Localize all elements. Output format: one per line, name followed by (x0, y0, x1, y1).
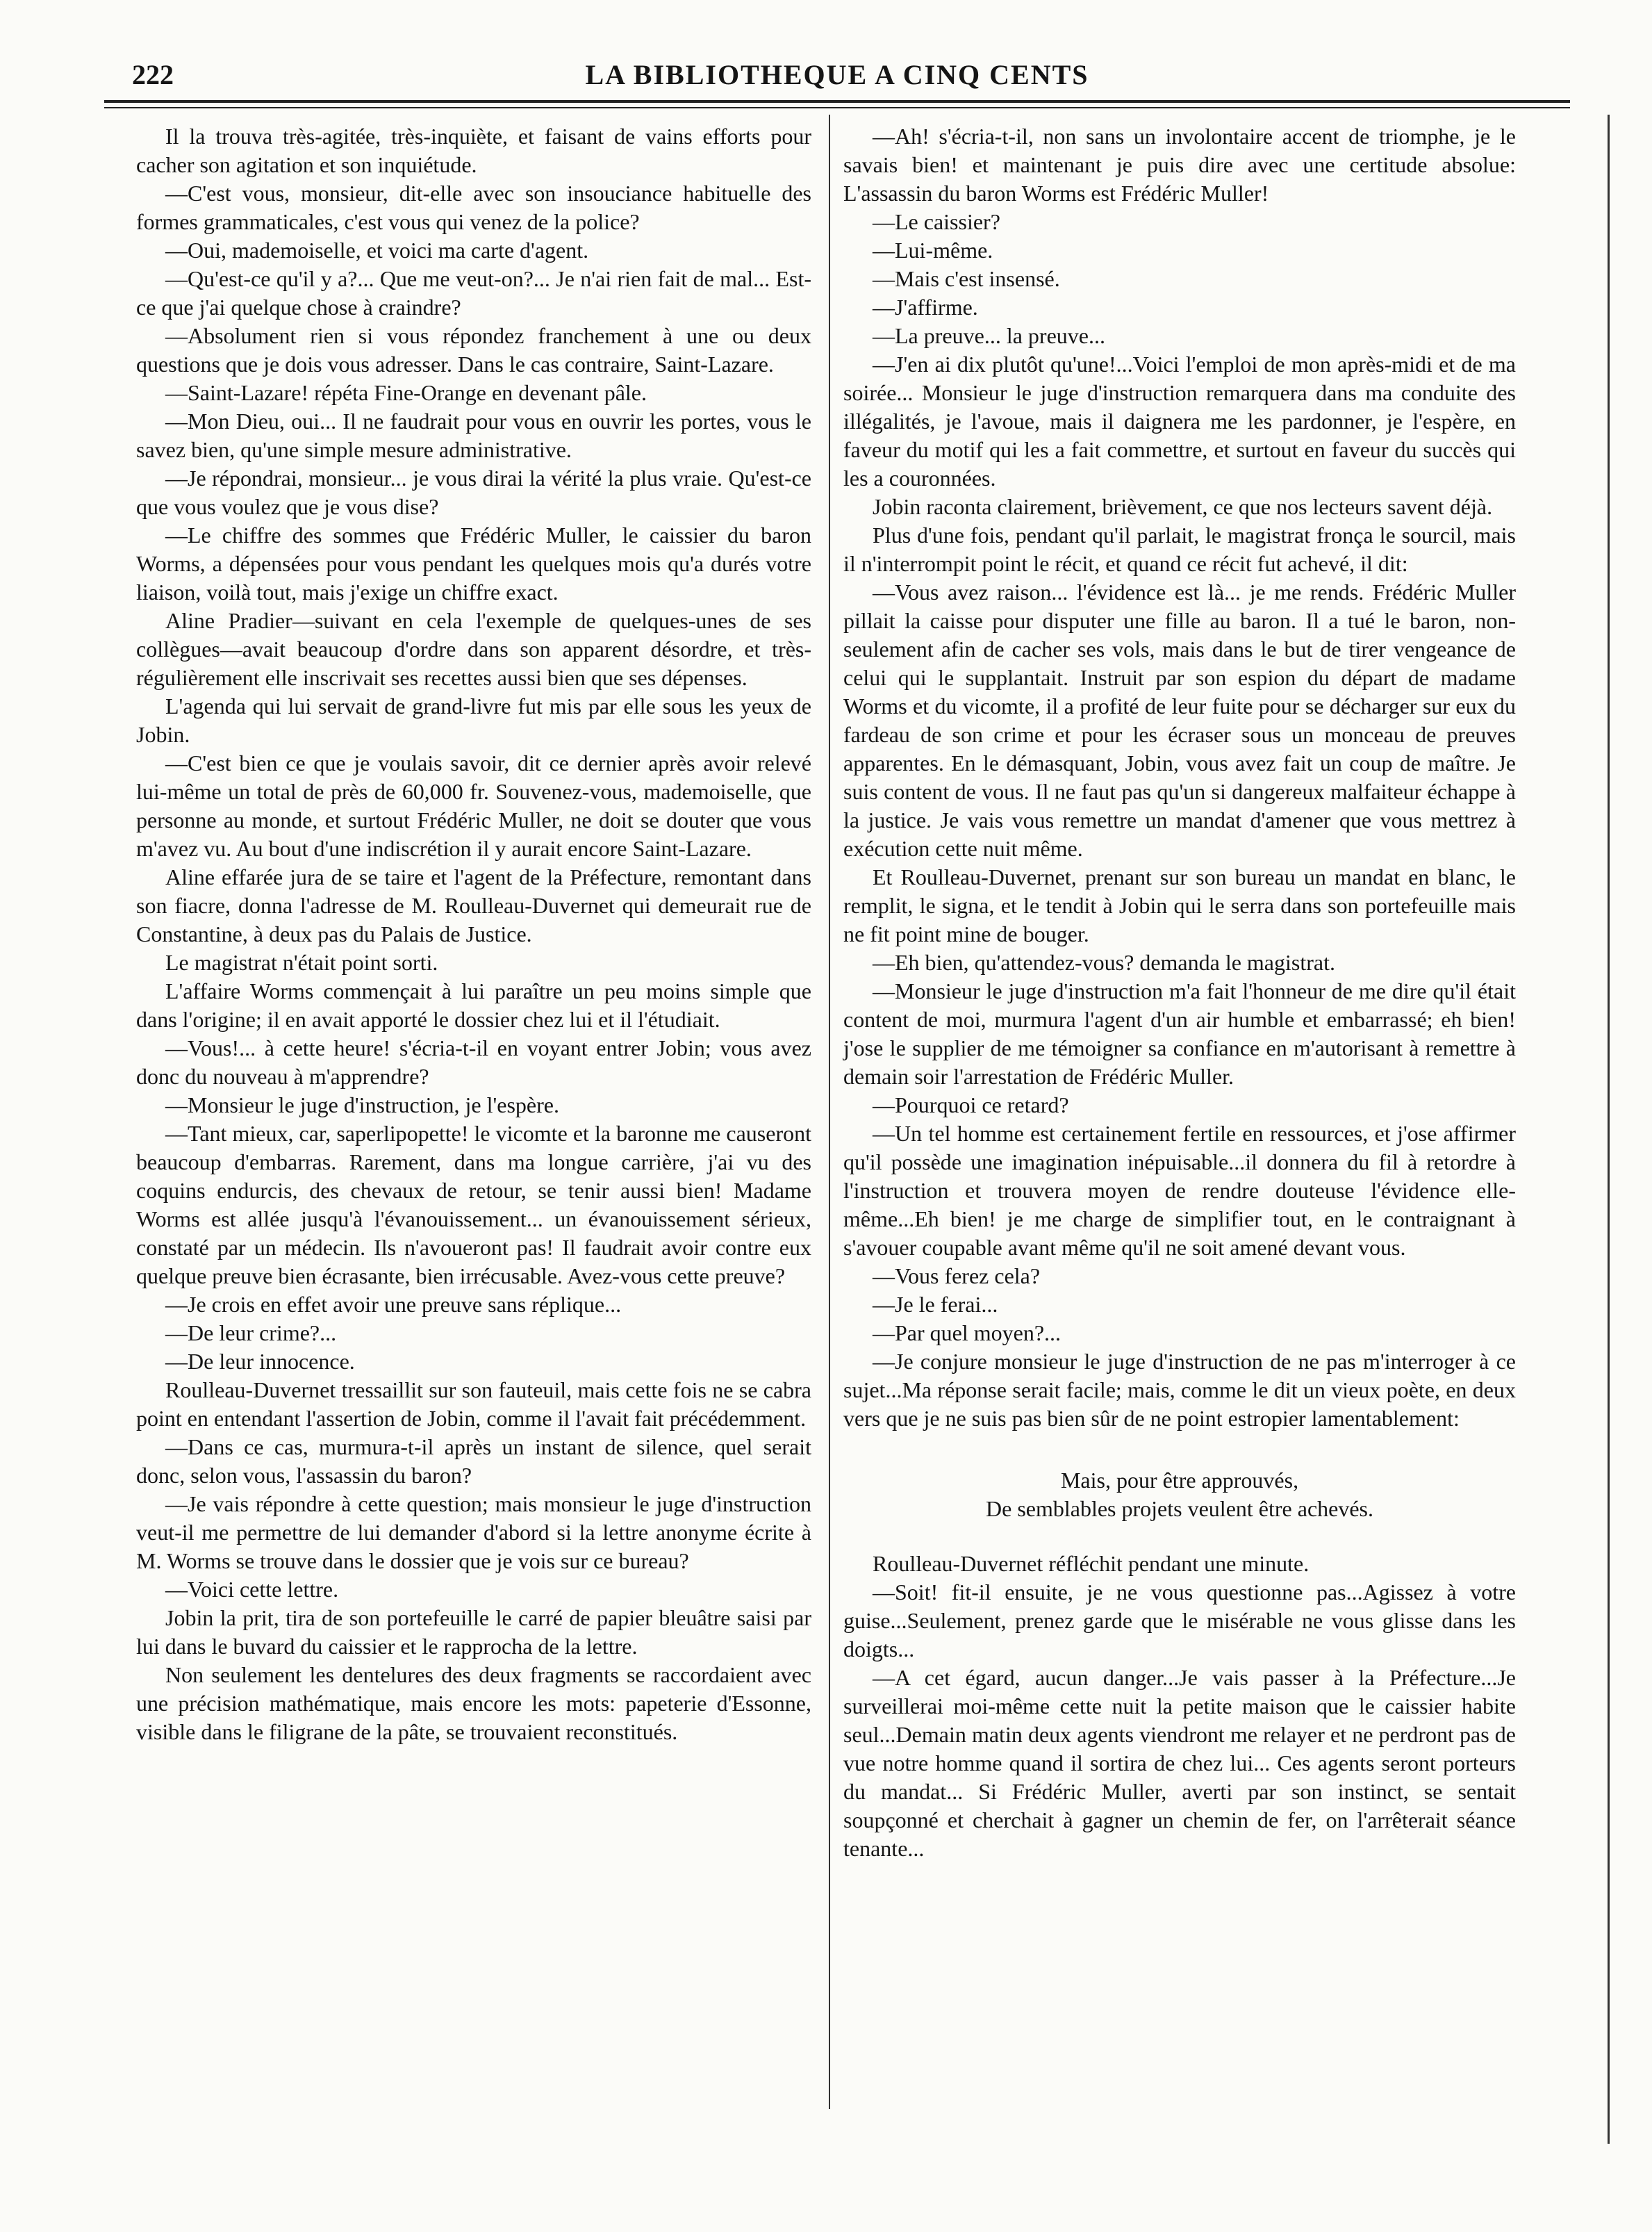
paragraph: Plus d'une fois, pendant qu'il parlait, le magistrat fronça le sourcil, mais il n'interrompit point le récit, et quand ce récit fut achevé, il dit: (843, 523, 1516, 576)
paragraph: —Voici cette lettre. (165, 1577, 339, 1602)
paragraph: —Tant mieux, car, saperlipopette! le vicomte et la baronne me causeront beaucoup d'embarras. Rarement, dans ma longue carrière, j'ai vu des coquins endurcis, des chevaux de retour, se tenir aussi bien! Madame Worms est allée jusqu'à l'évanouissement... un évanouissement sérieux, constaté par un médecin. Ils n'avoueront pas! Il faudrait avoir contre eux quelque preuve bien écrasante, bien irrécusable. Avez-vous cette preuve? (136, 1121, 811, 1288)
paragraph: Il la trouva très-agitée, très-inquiète, et faisant de vains efforts pour cacher son agitation et son inquiétude. (136, 124, 811, 177)
paragraph: —Le chiffre des sommes que Frédéric Muller, le caissier du baron Worms, a dépensées pour vous pendant les quelques mois qu'a durés votre liaison, voilà tout, mais j'exige un chiffre exact. (136, 523, 811, 605)
page-edge-rule (1608, 115, 1610, 2144)
header-rule (104, 100, 1570, 103)
running-title: LA BIBLIOTHEQUE A CINQ CENTS (585, 59, 1089, 90)
paragraph: —Monsieur le juge d'instruction m'a fait l'honneur de me dire qu'il était content de moi, murmura l'agent d'un air humble et embarrassé; eh bien! j'ose le supplier de me témoigner sa confiance en m'autorisant à remettre à demain soir l'arrestation de Frédéric Muller. (843, 978, 1516, 1089)
paragraph: —Je crois en effet avoir une preuve sans réplique... (165, 1292, 622, 1317)
paragraph: —Eh bien, qu'attendez-vous? demanda le magistrat. (873, 950, 1335, 975)
paragraph: L'agenda qui lui servait de grand-livre fut mis par elle sous les yeux de Jobin. (136, 694, 811, 747)
paragraph: —Mon Dieu, oui... Il ne faudrait pour vous en ouvrir les portes, vous le savez bien, qu'une simple mesure administrative. (136, 409, 811, 462)
paragraph: —Je conjure monsieur le juge d'instruction de ne pas m'interroger à ce sujet...Ma réponse serait facile; mais, comme le dit un vieux poète, en deux vers que je ne suis pas bien sûr de ne point estropier lamentablement: (843, 1349, 1516, 1431)
column-divider (829, 115, 830, 2109)
header-rule-thin (104, 107, 1570, 108)
verse-line: Mais, pour être approuvés, (1060, 1468, 1299, 1493)
paragraph: Non seulement les dentelures des deux fragments se raccordaient avec une précision mathématique, mais encore les mots: papeterie d'Essonne, visible dans le filigrane de la pâte, se trouvaient reconstitués. (136, 1662, 811, 1744)
page-header (104, 54, 1570, 96)
paragraph: —Lui-même. (873, 238, 993, 263)
paragraph: —Le caissier? (873, 209, 1000, 234)
paragraph: —Absolument rien si vous répondez franchement à une ou deux questions que je dois vous adresser. Dans le cas contraire, Saint-Lazare. (136, 323, 811, 377)
paragraph: Le magistrat n'était point sorti. (165, 950, 438, 975)
paragraph: Aline effarée jura de se taire et l'agent de la Préfecture, remontant dans son fiacre, donna l'adresse de M. Roulleau-Duvernet qui demeurait rue de Constantine, à deux pas du Palais de Justice. (136, 864, 811, 946)
paragraph: —Je répondrai, monsieur... je vous dirai la vérité la plus vraie. Qu'est-ce que vous voulez que je vous dise? (136, 466, 811, 519)
paragraph: —Je le ferai... (873, 1292, 998, 1317)
paragraph: —Vous avez raison... l'évidence est là... je me rends. Frédéric Muller pillait la caisse pour disputer une fille au baron. Il a tué le baron, non-seulement afin de cacher ses vols, mais dans le but de tirer vengeance de celui qui le supplantait. Instruit par son espion du départ de madame Worms et du vicomte, il a profité de leur fuite pour se décharger sur eux du fardeau de son crime et pour les écraser sous un monceau de preuves apparentes. En le démasquant, Jobin, vous avez fait un coup de maître. Je suis content de vous. Il ne faut pas qu'un si dangereux malfaiteur échappe à la justice. Je vais vous remettre un mandat d'amener que vous mettrez à exécution cette nuit même. (843, 580, 1516, 861)
left-column (136, 122, 811, 1746)
paragraph: —Un tel homme est certainement fertile en ressources, et j'ose affirmer qu'il possède une imagination inépuisable...il donnera du fil à retordre à l'instruction et trouvera moyen de rendre douteuse l'évidence elle-même...Eh bien! je me charge de simplifier tout, en le contraignant à s'avouer coupable avant même qu'il ne soit amené devant vous. (843, 1121, 1516, 1260)
paragraph: —Vous!... à cette heure! s'écria-t-il en voyant entrer Jobin; vous avez donc du nouveau à m'apprendre? (136, 1035, 811, 1089)
paragraph: —Je vais répondre à cette question; mais monsieur le juge d'instruction veut-il me permettre de lui demander d'abord si la lettre anonyme écrite à M. Worms se trouve dans le dossier que je vois sur ce bureau? (136, 1491, 811, 1573)
paragraph: —La preuve... la preuve... (873, 323, 1105, 348)
paragraph: Jobin raconta clairement, brièvement, ce que nos lecteurs savent déjà. (873, 494, 1493, 519)
paragraph: Roulleau-Duvernet réfléchit pendant une minute. (873, 1551, 1310, 1576)
paragraph: Roulleau-Duvernet tressaillit sur son fauteuil, mais cette fois ne se cabra point en entendant l'assertion de Jobin, comme il l'avait fait précédemment. (136, 1377, 811, 1431)
paragraph: —Oui, mademoiselle, et voici ma carte d'agent. (165, 238, 589, 263)
paragraph: —C'est vous, monsieur, dit-elle avec son insouciance habituelle des formes grammaticales, c'est vous qui venez de la police? (136, 181, 811, 234)
paragraph: —Vous ferez cela? (873, 1263, 1041, 1288)
paragraph: —C'est bien ce que je voulais savoir, dit ce dernier après avoir relevé lui-même un total de près de 60,000 fr. Souvenez-vous, mademoiselle, que personne au monde, et surtout Frédéric Muller, ne doit se douter que vous m'avez vu. Au bout d'une indiscrétion il y aurait encore Saint-Lazare. (136, 750, 811, 861)
page-number: 222 (132, 59, 174, 90)
paragraph: —Saint-Lazare! répéta Fine-Orange en devenant pâle. (165, 380, 647, 405)
paragraph: Et Roulleau-Duvernet, prenant sur son bureau un mandat en blanc, le remplit, le signa, et le tendit à Jobin qui le serra dans son portefeuille mais ne fit point mine de bouger. (843, 864, 1516, 946)
paragraph: —J'en ai dix plutôt qu'une!...Voici l'emploi de mon après-midi et de ma soirée... Monsieur le juge d'instruction remarquera dans ma conduite des illégalités, je l'avoue, mais il daignera me les pardonner, je l'espère, en faveur du motif qui les a fait commettre, et surtout en faveur du succès qui les a couronnées. (843, 352, 1516, 491)
paragraph: —A cet égard, aucun danger...Je vais passer à la Préfecture...Je surveillerai moi-même cette nuit la petite maison que le caissier habite seul...Demain matin deux agents viendront me relayer et ne perdront pas de vue notre homme quand il sortira de chez lui... Ces agents seront porteurs du mandat... Si Frédéric Muller, averti par son instinct, se sentait soupçonné et cherchait à gagner un chemin de fer, on l'arrêterait séance tenante... (843, 1665, 1516, 1861)
verse-quote (843, 1466, 1516, 1523)
paragraph: —Soit! fit-il ensuite, je ne vous questionne pas...Agissez à votre guise...Seulement, prenez garde que le misérable ne vous glisse dans les doigts... (843, 1579, 1516, 1661)
paragraph: —Monsieur le juge d'instruction, je l'espère. (165, 1092, 559, 1117)
paragraph: —De leur innocence. (165, 1349, 355, 1374)
paragraph: —Pourquoi ce retard? (873, 1092, 1069, 1117)
paragraph: —Par quel moyen?... (873, 1320, 1062, 1345)
paragraph: —Ah! s'écria-t-il, non sans un involontaire accent de triomphe, je le savais bien! et maintenant je puis dire avec une certitude absolue: L'assassin du baron Worms est Frédéric Muller! (843, 124, 1516, 206)
paragraph: —Dans ce cas, murmura-t-il après un instant de silence, quel serait donc, selon vous, l'assassin du baron? (136, 1434, 811, 1488)
paragraph: —J'affirme. (873, 295, 978, 320)
right-column (843, 122, 1516, 1863)
paragraph: Jobin la prit, tira de son portefeuille le carré de papier bleuâtre saisi par lui dans le buvard du caissier et le rapprocha de la lettre. (136, 1605, 811, 1659)
paragraph: —De leur crime?... (165, 1320, 337, 1345)
paragraph: Aline Pradier—suivant en cela l'exemple de quelques-unes de ses collègues—avait beaucoup d'ordre dans son apparent désordre, et très-régulièrement elle inscrivait ses recettes aussi bien que ses dépenses. (136, 608, 811, 690)
verse-line: De semblables projets veulent être achevés. (986, 1496, 1373, 1521)
paragraph: —Qu'est-ce qu'il y a?... Que me veut-on?... Je n'ai rien fait de mal... Est-ce que j'ai quelque chose à craindre? (136, 266, 811, 320)
paragraph: L'affaire Worms commençait à lui paraître un peu moins simple que dans l'origine; il en avait apporté le dossier chez lui et il l'étudiait. (136, 978, 811, 1032)
paragraph: —Mais c'est insensé. (873, 266, 1060, 291)
